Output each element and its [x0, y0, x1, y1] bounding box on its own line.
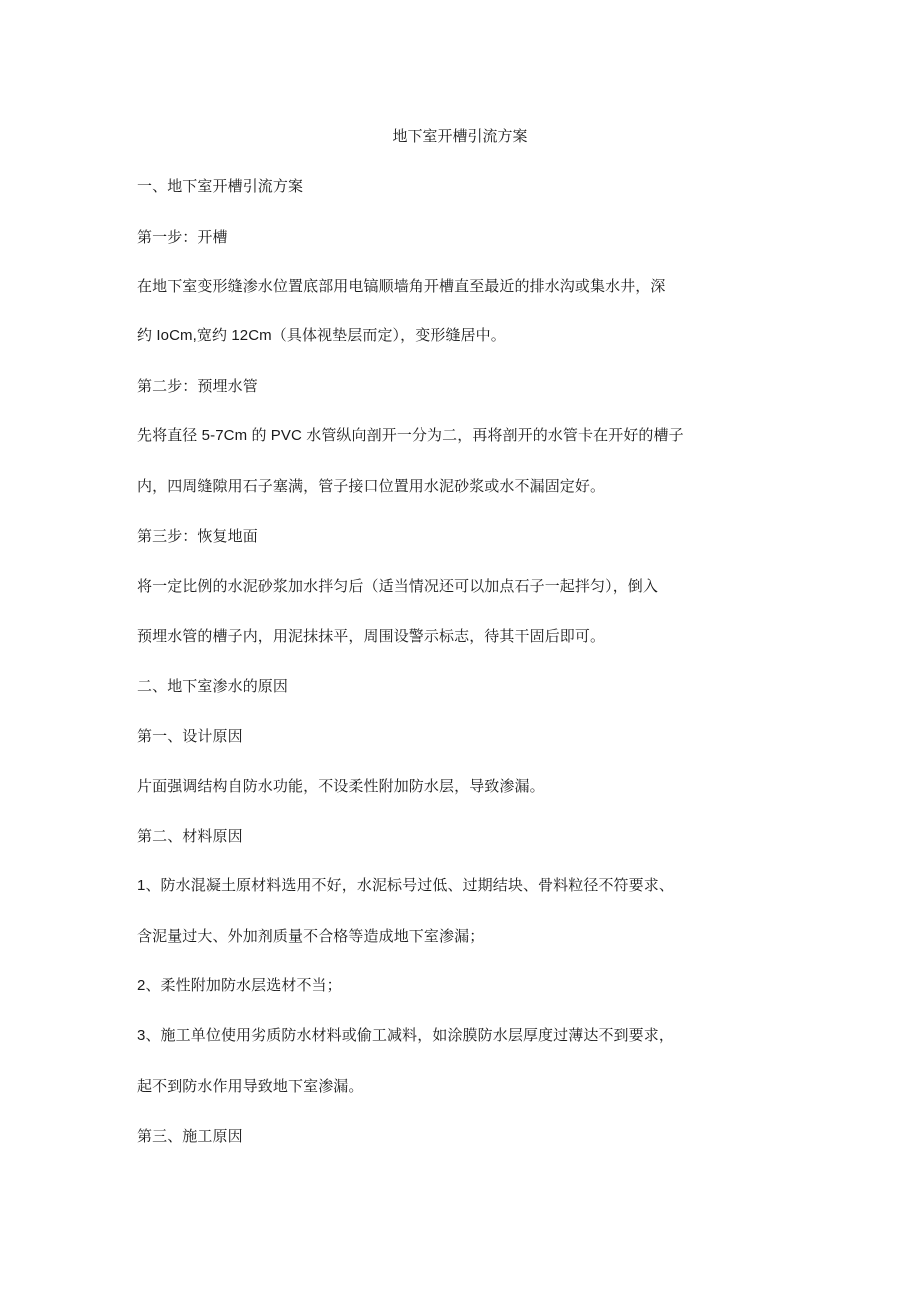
step-1-heading: 第一步：开槽 — [137, 228, 228, 246]
section-heading-2: 二、地下室渗水的原因 — [137, 677, 289, 695]
reason-3-heading: 第三、施工原因 — [137, 1127, 243, 1145]
paragraph-line: 先将直径 5-7Cm 的 PVC 水管纵向剖开一分为二，再将剖开的水管卡在开好的槽子 — [137, 427, 684, 444]
list-item-continuation: 起不到防水作用导致地下室渗漏。 — [137, 1077, 364, 1095]
list-item: 2、柔性附加防水层选材不当； — [137, 977, 342, 994]
list-item: 3、施工单位使用劣质防水材料或偷工减料，如涂膜防水层厚度过薄达不到要求， — [137, 1027, 674, 1044]
list-item: 1、防水混凝土原材料选用不好，水泥标号过低、过期结块、骨料粒径不符要求、 — [137, 877, 674, 894]
paragraph-line: 内，四周缝隙用石子塞满，管子接口位置用水泥砂浆或水不漏固定好。 — [137, 477, 606, 495]
paragraph-line: 将一定比例的水泥砂浆加水拌匀后（适当情况还可以加点石子一起拌匀），倒入 — [137, 577, 659, 595]
list-item-continuation: 含泥量过大、外加剂质量不合格等造成地下室渗漏； — [137, 927, 485, 945]
paragraph-line: 片面强调结构自防水功能，不设柔性附加防水层，导致渗漏。 — [137, 777, 545, 795]
paragraph-line: 预埋水管的槽子内，用泥抹抹平，周围设警示标志，待其干固后即可。 — [137, 627, 606, 645]
paragraph-line: 约 IoCm,宽约 12Cm（具体视垫层而定），变形缝居中。 — [137, 327, 506, 344]
document-title: 地下室开槽引流方案 — [392, 127, 528, 145]
step-2-heading: 第二步：预埋水管 — [137, 377, 258, 395]
section-heading-1: 一、地下室开槽引流方案 — [137, 177, 304, 195]
paragraph-line: 在地下室变形缝渗水位置底部用电镐顺墙角开槽直至最近的排水沟或集水井，深 — [137, 277, 666, 295]
reason-2-heading: 第二、材料原因 — [137, 827, 243, 845]
reason-1-heading: 第一、设计原因 — [137, 727, 243, 745]
step-3-heading: 第三步：恢复地面 — [137, 527, 258, 545]
